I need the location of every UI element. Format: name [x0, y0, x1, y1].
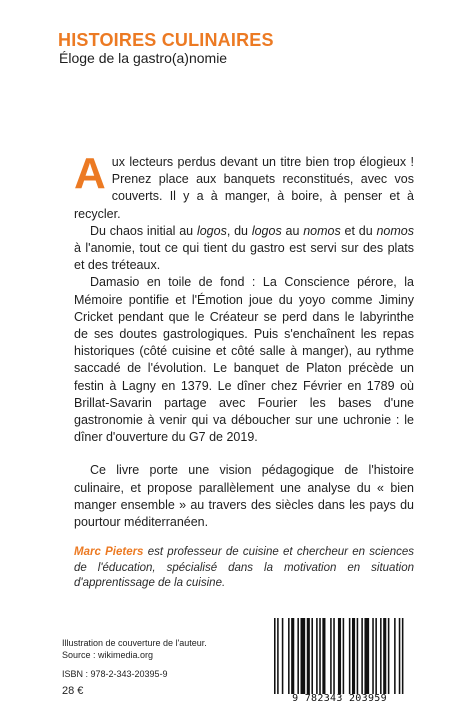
barcode-bar — [274, 618, 276, 694]
barcode-bar — [375, 618, 377, 694]
synopsis-paragraph-2 — [74, 223, 414, 275]
barcode-bar — [301, 618, 306, 694]
barcode-bar — [277, 618, 279, 694]
barcode-bar — [388, 618, 390, 694]
barcode-bar — [364, 618, 369, 694]
barcode-bar — [319, 618, 321, 694]
p2-segment: au — [281, 223, 304, 238]
illustration-credit: Illustration de couverture de l'auteur. — [62, 638, 207, 648]
barcode-bar — [316, 618, 318, 694]
synopsis-paragraph-3: Damasio en toile de fond : La Conscience pérore, la Mémoire pontifie et l'Émotion joue du yoyo comme Jiminy Cricket pendant que le Créateur se perd dans le labyrinthe de ses doutes gastrologiques. Puis s'enchaînent les repas historiques (côté cuisine et côté salle à manger), au rythme saccadé de l'évolution. Le banquet de Platon précède un festin à Lagny en 1379. Le dîner chez Février en 1789 où Brillat-Savarin partage avec Fourier les bases d'une gastronomie à venir qui va déboucher sur une uchronie : le dîner d'ouverture du G7 de 2019. — [74, 275, 414, 445]
barcode-bar — [282, 618, 284, 694]
p2-italic-word: nomos — [376, 223, 415, 238]
barcode-bars — [274, 618, 405, 694]
author-bio-text: est professeur de cuisine et chercheur en sciences de l'éducation, spécialisé dans la motivation en situation d'apprentissage de la cuisine. — [74, 546, 414, 589]
price: 28 € — [62, 685, 84, 697]
barcode-bar — [330, 618, 332, 694]
barcode-bar — [394, 618, 396, 694]
source-credit: Source : wikimedia.org — [62, 650, 154, 660]
barcode-bar — [380, 618, 382, 694]
p2-segment: et du — [340, 223, 377, 238]
p2-italic-word: logos — [196, 223, 227, 238]
paragraph-1-text: ux lecteurs perdus devant un titre bien trop élogieux ! Prenez place aux banquets reconstitués, avec vos couverts. Il y a à manger, à boire, à penser et à recycler. — [74, 155, 414, 221]
cover-credits — [62, 637, 207, 661]
barcode-bar — [311, 618, 313, 694]
author-bio — [74, 545, 414, 592]
barcode-bar — [383, 618, 386, 694]
barcode-bar — [307, 618, 310, 694]
book-title: HISTOIRES CULINAIRES — [58, 30, 274, 50]
barcode-bar — [361, 618, 363, 694]
barcode-bar — [399, 618, 401, 694]
p2-segment: à l'anomie, tout ce qui tient du gastro est servi sur des plats et des tréteaux. — [74, 241, 414, 273]
barcode-bar — [338, 618, 341, 694]
barcode — [272, 618, 407, 704]
barcode-bar — [372, 618, 374, 694]
barcode-bar — [343, 618, 345, 694]
barcode-bar — [297, 618, 299, 694]
barcode-bar — [333, 618, 335, 694]
book-subtitle: Éloge de la gastro(a)nomie — [59, 50, 228, 66]
isbn: ISBN : 978-2-343-20395-9 — [62, 669, 168, 679]
synopsis — [74, 149, 415, 531]
barcode-bar — [291, 618, 294, 694]
barcode-bar — [352, 618, 355, 694]
barcode-bar — [288, 618, 290, 694]
barcode-bar — [322, 618, 325, 694]
p2-italic-word: nomos — [303, 223, 341, 238]
p2-italic-word: logos — [251, 223, 282, 238]
drop-cap: A — [74, 149, 106, 198]
author-name: Marc Pieters — [74, 546, 144, 558]
synopsis-paragraph-4: Ce livre porte une vision pédagogique de l'histoire culinaire, et propose parallèlement une analyse du « bien manger ensemble » au travers des siècles dans les pays du pourtour méditerranéen. — [74, 463, 414, 530]
p2-segment: , du — [226, 223, 252, 238]
barcode-bar — [357, 618, 359, 694]
barcode-bar — [402, 618, 404, 694]
p2-segment: Du chaos initial au — [90, 223, 197, 238]
synopsis-paragraph-1 — [74, 149, 414, 223]
barcode-bar — [349, 618, 351, 694]
barcode-digits: 9 782343 203959 — [292, 693, 387, 704]
